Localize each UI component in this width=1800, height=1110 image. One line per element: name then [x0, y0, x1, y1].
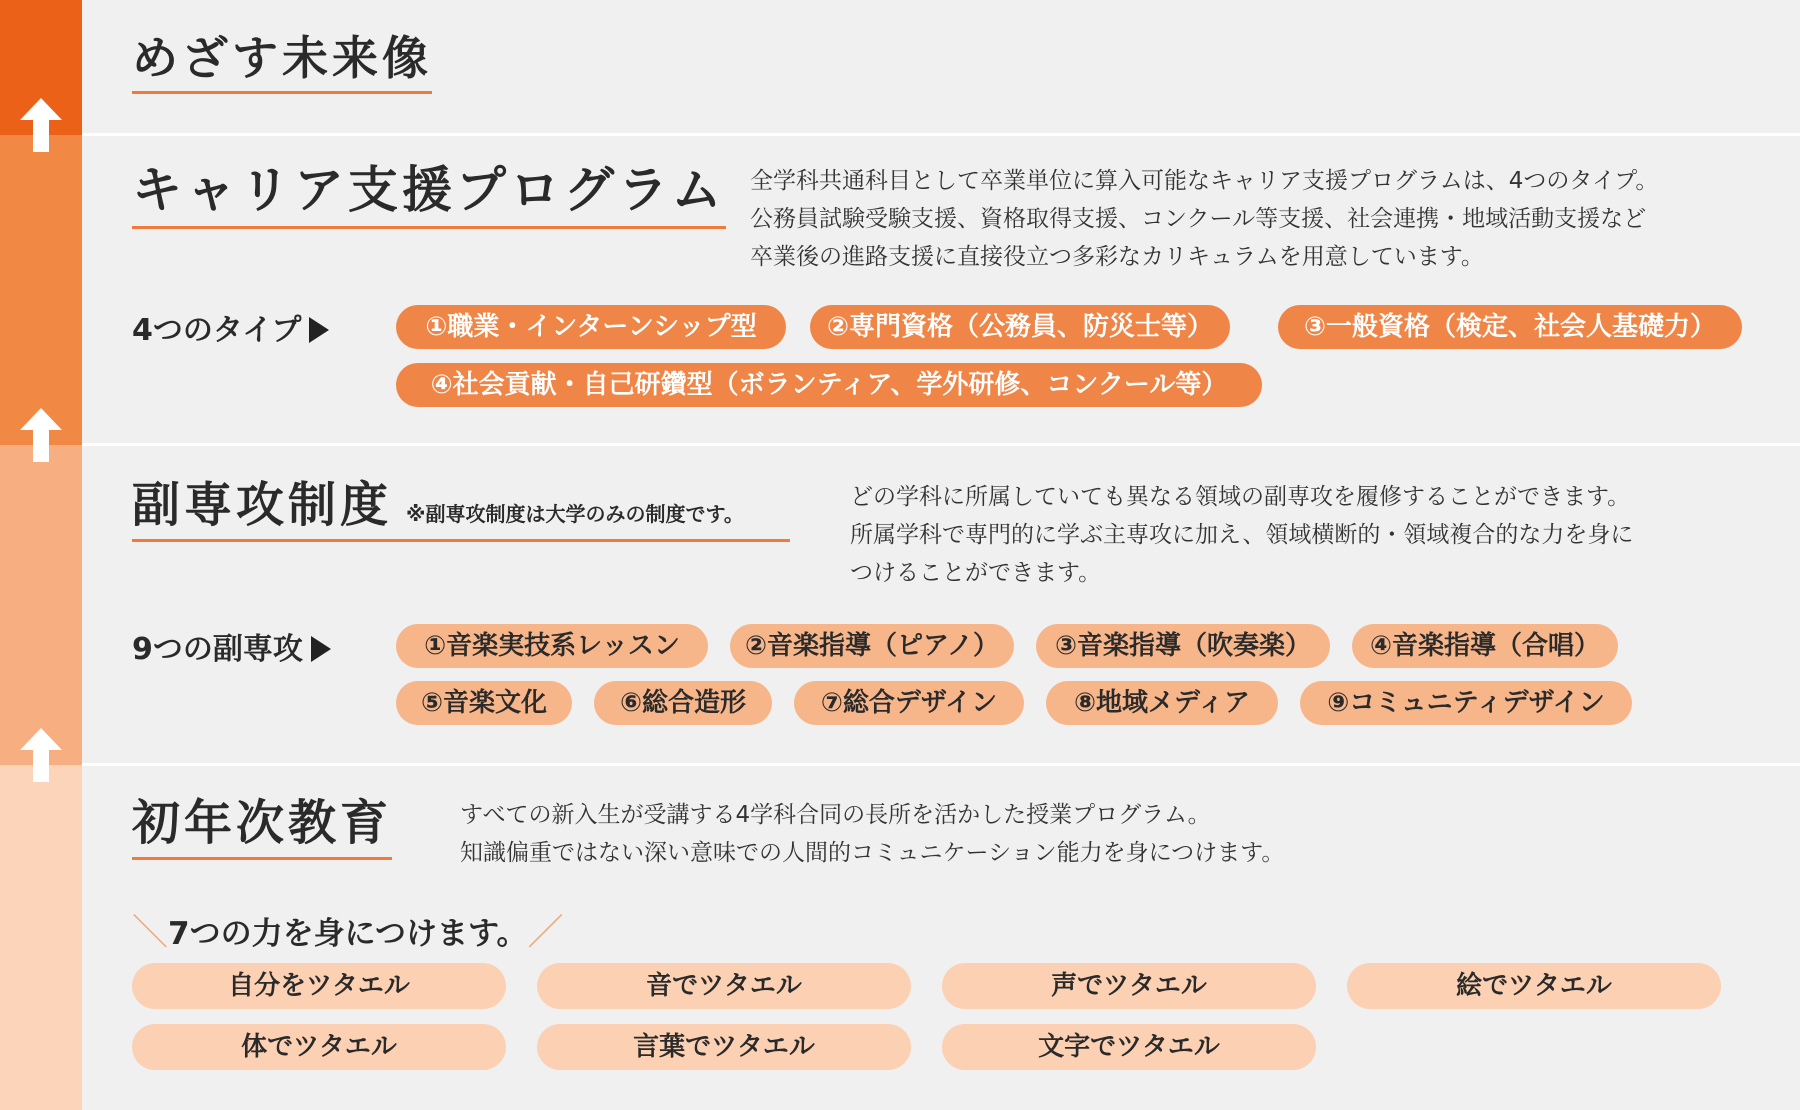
minor-item-pill: ⑨コミュニティデザイン: [1300, 681, 1632, 725]
arrow-up-icon: [20, 408, 62, 462]
minor-item-pill: ②音楽指導（ピアノ）: [730, 624, 1014, 668]
section-divider: [82, 133, 1800, 136]
first-year-title: 初年次教育: [132, 796, 392, 860]
slash-left-icon: ＼: [132, 912, 169, 953]
career-desc-line: 全学科共通科目として卒業単位に算入可能なキャリア支援プログラムは、4つのタイプ。: [750, 168, 1659, 194]
career-description: [750, 162, 1658, 276]
slash-right-icon: ／: [527, 912, 564, 953]
side-band-2: [0, 135, 82, 445]
page-title: めざす未来像: [132, 32, 432, 94]
section-divider: [82, 763, 1800, 766]
power-pill: 自分をツタエル: [132, 963, 506, 1009]
minor-description: [850, 478, 1633, 592]
first-year-desc-line: 知識偏重ではない深い意味での人間的コミュニケーション能力を身につけます。: [460, 840, 1285, 866]
minor-item-pill: ⑥総合造形: [594, 681, 772, 725]
minor-item-pill: ⑤音楽文化: [396, 681, 572, 725]
minor-desc-line: つけることができます。: [850, 560, 1102, 586]
triangle-right-icon: [309, 317, 329, 343]
arrow-up-icon: [20, 98, 62, 152]
triangle-right-icon: [311, 636, 331, 662]
side-band-4: [0, 765, 82, 1110]
side-band-3: [0, 445, 82, 765]
career-type-pill: ①職業・インターンシップ型: [396, 305, 786, 349]
minor-title: [132, 478, 790, 542]
types-label-text: 4つのタイプ: [132, 313, 302, 348]
minor-item-pill: ③音楽指導（吹奏楽）: [1036, 624, 1330, 668]
power-pill: 文字でツタエル: [942, 1024, 1316, 1070]
power-pill: 絵でツタエル: [1347, 963, 1721, 1009]
minor-item-pill: ⑧地域メディア: [1046, 681, 1278, 725]
power-pill: 音でツタエル: [537, 963, 911, 1009]
career-type-pill: ③一般資格（検定、社会人基礎力）: [1278, 305, 1742, 349]
minor-item-pill: ④音楽指導（合唱）: [1352, 624, 1618, 668]
minor-item-pill: ①音楽実技系レッスン: [396, 624, 708, 668]
career-title: キャリア支援プログラム: [132, 162, 726, 229]
section-divider: [82, 443, 1800, 446]
types-label: [132, 305, 329, 349]
arrow-up-icon: [20, 728, 62, 782]
minor-desc-line: 所属学科で専門的に学ぶ主専攻に加え、領域横断的・領域複合的な力を身に: [850, 522, 1634, 548]
minor-desc-line: どの学科に所属していても異なる領域の副専攻を履修することができます。: [850, 484, 1631, 510]
first-year-description: [460, 796, 1284, 872]
minor-item-pill: ⑦総合デザイン: [794, 681, 1024, 725]
minor-title-text: 副専攻制度: [132, 477, 393, 533]
minor-note: ※副専攻制度は大学のみの制度です。: [406, 502, 744, 526]
power-pill: 声でツタエル: [942, 963, 1316, 1009]
seven-powers-text: 7つの力を身につけます。: [168, 916, 528, 952]
career-type-pill: ②専門資格（公務員、防災士等）: [810, 305, 1230, 349]
career-desc-line: 公務員試験受験支援、資格取得支援、コンクール等支援、社会連携・地域活動支援など: [750, 206, 1647, 232]
career-type-pill: ④社会貢献・自己研鑽型（ボランティア、学外研修、コンクール等）: [396, 363, 1262, 407]
power-pill: 体でツタエル: [132, 1024, 506, 1070]
seven-powers-label: [132, 904, 564, 955]
minor-list-label-text: 9つの副専攻: [132, 632, 303, 667]
career-desc-line: 卒業後の進路支援に直接役立つ多彩なカリキュラムを用意しています。: [750, 244, 1484, 270]
first-year-desc-line: すべての新入生が受講する4学科合同の長所を活かした授業プログラム。: [460, 802, 1211, 828]
power-pill: 言葉でツタエル: [537, 1024, 911, 1070]
minor-list-label: [132, 624, 331, 668]
